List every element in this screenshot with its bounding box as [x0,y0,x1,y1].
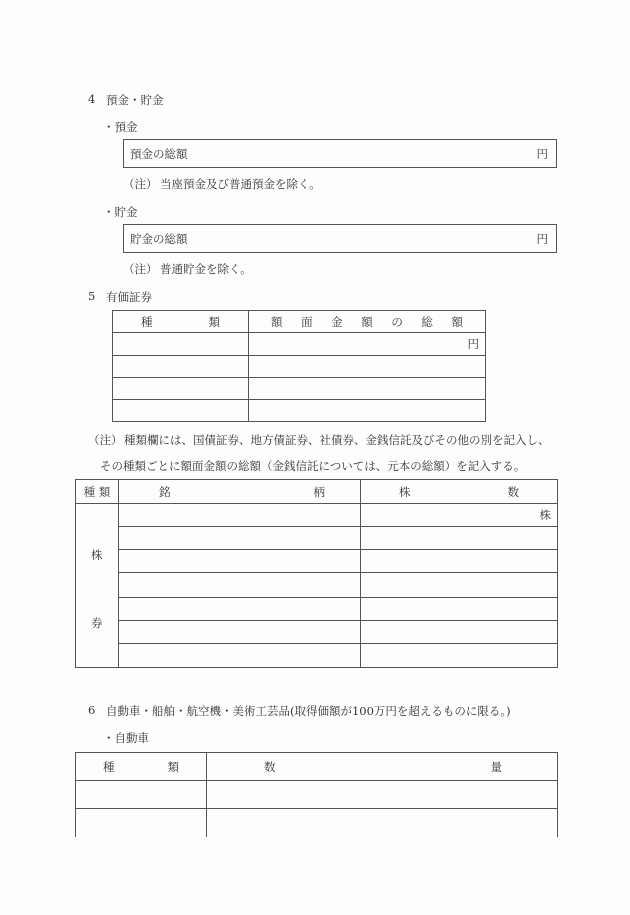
stock-brand-cell[interactable] [119,643,361,667]
table-row [113,400,486,422]
header-char: 数 [264,759,276,774]
securities-table [112,310,486,422]
header-char: 額 [451,314,463,329]
stock-brand-cell[interactable] [119,550,361,573]
header-char: 類 [167,759,179,774]
savings-bullet: ・貯金 [103,205,138,219]
securities-type-cell[interactable] [113,378,249,400]
securities-type-cell[interactable] [113,333,249,356]
car-header-row [76,753,558,781]
securities-note-line2: その種類ごとに額面金額の総額（金銭信託については、元本の総額）を記入する。 [100,459,526,473]
shares-unit: 株 [539,508,551,522]
stock-brand-cell[interactable] [119,527,361,550]
table-row [76,620,558,643]
stock-shares-cell[interactable] [361,504,558,527]
stock-header-type: 種 類 [76,480,119,504]
table-row [76,573,558,597]
header-char: 数 [507,484,519,499]
section-6-number: 6 [88,703,96,717]
table-row [113,356,486,378]
stock-shares-cell[interactable] [361,597,558,620]
car-type-cell[interactable] [76,781,207,809]
securities-header-type [113,311,249,333]
table-row [76,504,558,527]
stock-type-cell [76,504,119,668]
car-header-type [76,753,207,781]
section-4-heading: 預金・貯金 [106,93,164,107]
securities-note-line1: 種類欄には、国債証券、地方債証券、社債券、金銭信託及びその他の別を記入し、 [124,433,550,447]
section-6-heading: 自動車・船舶・航空機・美術工芸品(取得価額が100万円を超えるものに限る。) [106,704,511,718]
stock-brand-cell[interactable] [119,573,361,597]
section-5-number: 5 [88,289,96,303]
car-qty-cell[interactable] [207,809,558,837]
header-char: 面 [301,314,313,329]
car-table [75,752,558,837]
stock-header-brand [119,480,361,504]
section-5-heading: 有価証券 [106,290,152,304]
yen-unit: 円 [467,337,479,351]
savings-total-field[interactable] [123,224,557,253]
savings-total-label: 貯金の総額 [130,232,188,246]
securities-amount-cell[interactable] [249,333,486,356]
car-bullet: ・自動車 [103,731,149,745]
car-header-qty [207,753,558,781]
table-row [76,527,558,550]
table-row [76,781,558,809]
header-char: 銘 [159,484,171,499]
deposit-unit: 円 [536,147,548,161]
header-char: 種 [141,314,153,329]
header-char: 額 [361,314,373,329]
stock-header-row [76,480,558,504]
header-char: の [391,314,403,329]
deposit-note: 当座預金及び普通預金を除く。 [160,177,321,191]
deposit-note-prefix: （注） [123,177,158,191]
securities-note-prefix: （注） [88,433,123,447]
car-qty-cell[interactable] [207,781,558,809]
header-char: 量 [490,759,502,774]
stock-shares-cell[interactable] [361,550,558,573]
header-char: 種 [103,759,115,774]
stock-brand-cell[interactable] [119,620,361,643]
table-row [76,643,558,667]
securities-header-row [113,311,486,333]
stock-brand-cell[interactable] [119,597,361,620]
stock-shares-cell[interactable] [361,527,558,550]
table-row [76,597,558,620]
securities-amount-cell[interactable] [249,400,486,422]
stock-type-char-kabu: 株 [91,548,103,562]
stock-shares-cell[interactable] [361,643,558,667]
stock-header-shares [361,480,558,504]
securities-amount-cell[interactable] [249,356,486,378]
header-char: 類 [208,314,220,329]
savings-note-prefix: （注） [123,262,158,276]
table-row [76,550,558,573]
header-char: 株 [399,484,411,499]
stock-type-char-ken: 券 [91,616,103,630]
deposit-total-field[interactable] [123,139,557,168]
deposit-bullet: ・預金 [103,120,138,134]
car-type-cell[interactable] [76,809,207,837]
table-row [113,378,486,400]
stock-table [75,479,558,668]
securities-type-cell[interactable] [113,400,249,422]
table-row [113,333,486,356]
securities-header-amount [249,311,486,333]
section-4-number: 4 [88,92,96,106]
header-char: 総 [421,314,433,329]
savings-unit: 円 [536,232,548,246]
securities-amount-cell[interactable] [249,378,486,400]
header-char: 柄 [313,484,325,499]
deposit-total-label: 預金の総額 [130,147,188,161]
stock-brand-cell[interactable] [119,504,361,527]
savings-note: 普通貯金を除く。 [160,262,252,276]
header-char: 額 [271,314,283,329]
stock-shares-cell[interactable] [361,573,558,597]
table-row [76,809,558,837]
securities-type-cell[interactable] [113,356,249,378]
header-char: 金 [331,314,343,329]
stock-shares-cell[interactable] [361,620,558,643]
